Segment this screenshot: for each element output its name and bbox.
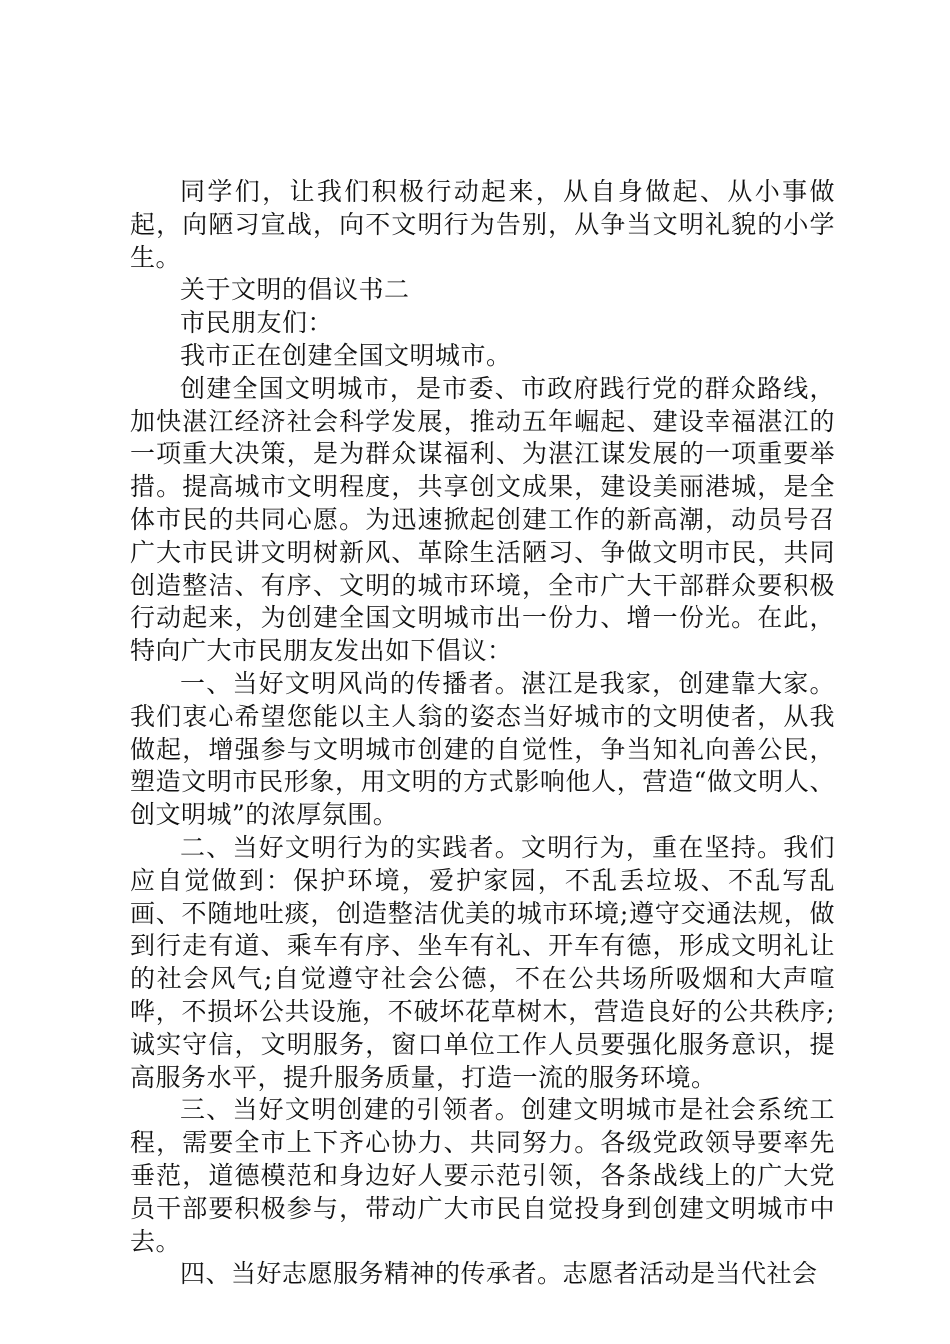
paragraph-closing-appeal: 同学们，让我们积极行动起来，从自身做起、从小事做起，向陋习宣战，向不文明行为告别，从争当文明礼貌的小学生。 bbox=[130, 177, 835, 272]
paragraph-point-three: 三、当好文明创建的引领者。创建文明城市是社会系统工程，需要全市上下齐心协力、共同努力。各级党政领导要率先垂范，道德模范和身边好人要示范引领，各条战线上的广大党员干部要积极参与，带动广大市民自觉投身到创建文明城市中去。 bbox=[130, 1095, 835, 1256]
paragraph-point-four: 四、当好志愿服务精神的传承者。志愿者活动是当代社会 bbox=[180, 1259, 818, 1289]
paragraph-intro: 我市正在创建全国文明城市。 bbox=[180, 340, 512, 370]
paragraph-point-one: 一、当好文明风尚的传播者。湛江是我家，创建靠大家。我们衷心希望您能以主人翁的姿态当好城市的文明使者，从我做起，增强参与文明城市创建的自觉性，争当知礼向善公民，塑造文明市民形象，用文明的方式影响他人，营造“做文明人、创文明城”的浓厚氛围。 bbox=[130, 668, 835, 830]
paragraph-point-two: 二、当好文明行为的实践者。文明行为，重在坚持。我们应自觉做到：保护环境，爱护家园，不乱丢垃圾、不乱写乱画、不随地吐痰，创造整洁优美的城市环境;遵守交通法规，做到行走有道、乘车有序、坐车有礼、开车有德，形成文明礼让的社会风气;自觉遵守社会公德，不在公共场所吸烟和大声喧哗，不损坏公共设施，不破坏花草树木，营造良好的公共秩序;诚实守信，文明服务，窗口单位工作人员要强化服务意识，提高服务水平，提升服务质量，打造一流的服务环境。 bbox=[130, 832, 835, 1092]
document-body bbox=[130, 176, 835, 1291]
section-title: 关于文明的倡议书二 bbox=[180, 275, 410, 305]
paragraph-background: 创建全国文明城市，是市委、市政府践行党的群众路线，加快湛江经济社会科学发展，推动五年崛起、建设幸福湛江的一项重大决策，是为群众谋福利、为湛江谋发展的一项重要举措。提高城市文明程度，共享创文成果，建设美丽港城，是全体市民的共同心愿。为迅速掀起创建工作的新高潮，动员号召广大市民讲文明树新风、革除生活陋习、争做文明市民，共同创造整洁、有序、文明的城市环境，全市广大干部群众要积极行动起来，为创建全国文明城市出一份力、增一份光。在此，特向广大市民朋友发出如下倡议： bbox=[130, 373, 835, 666]
salutation: 市民朋友们： bbox=[180, 308, 334, 338]
